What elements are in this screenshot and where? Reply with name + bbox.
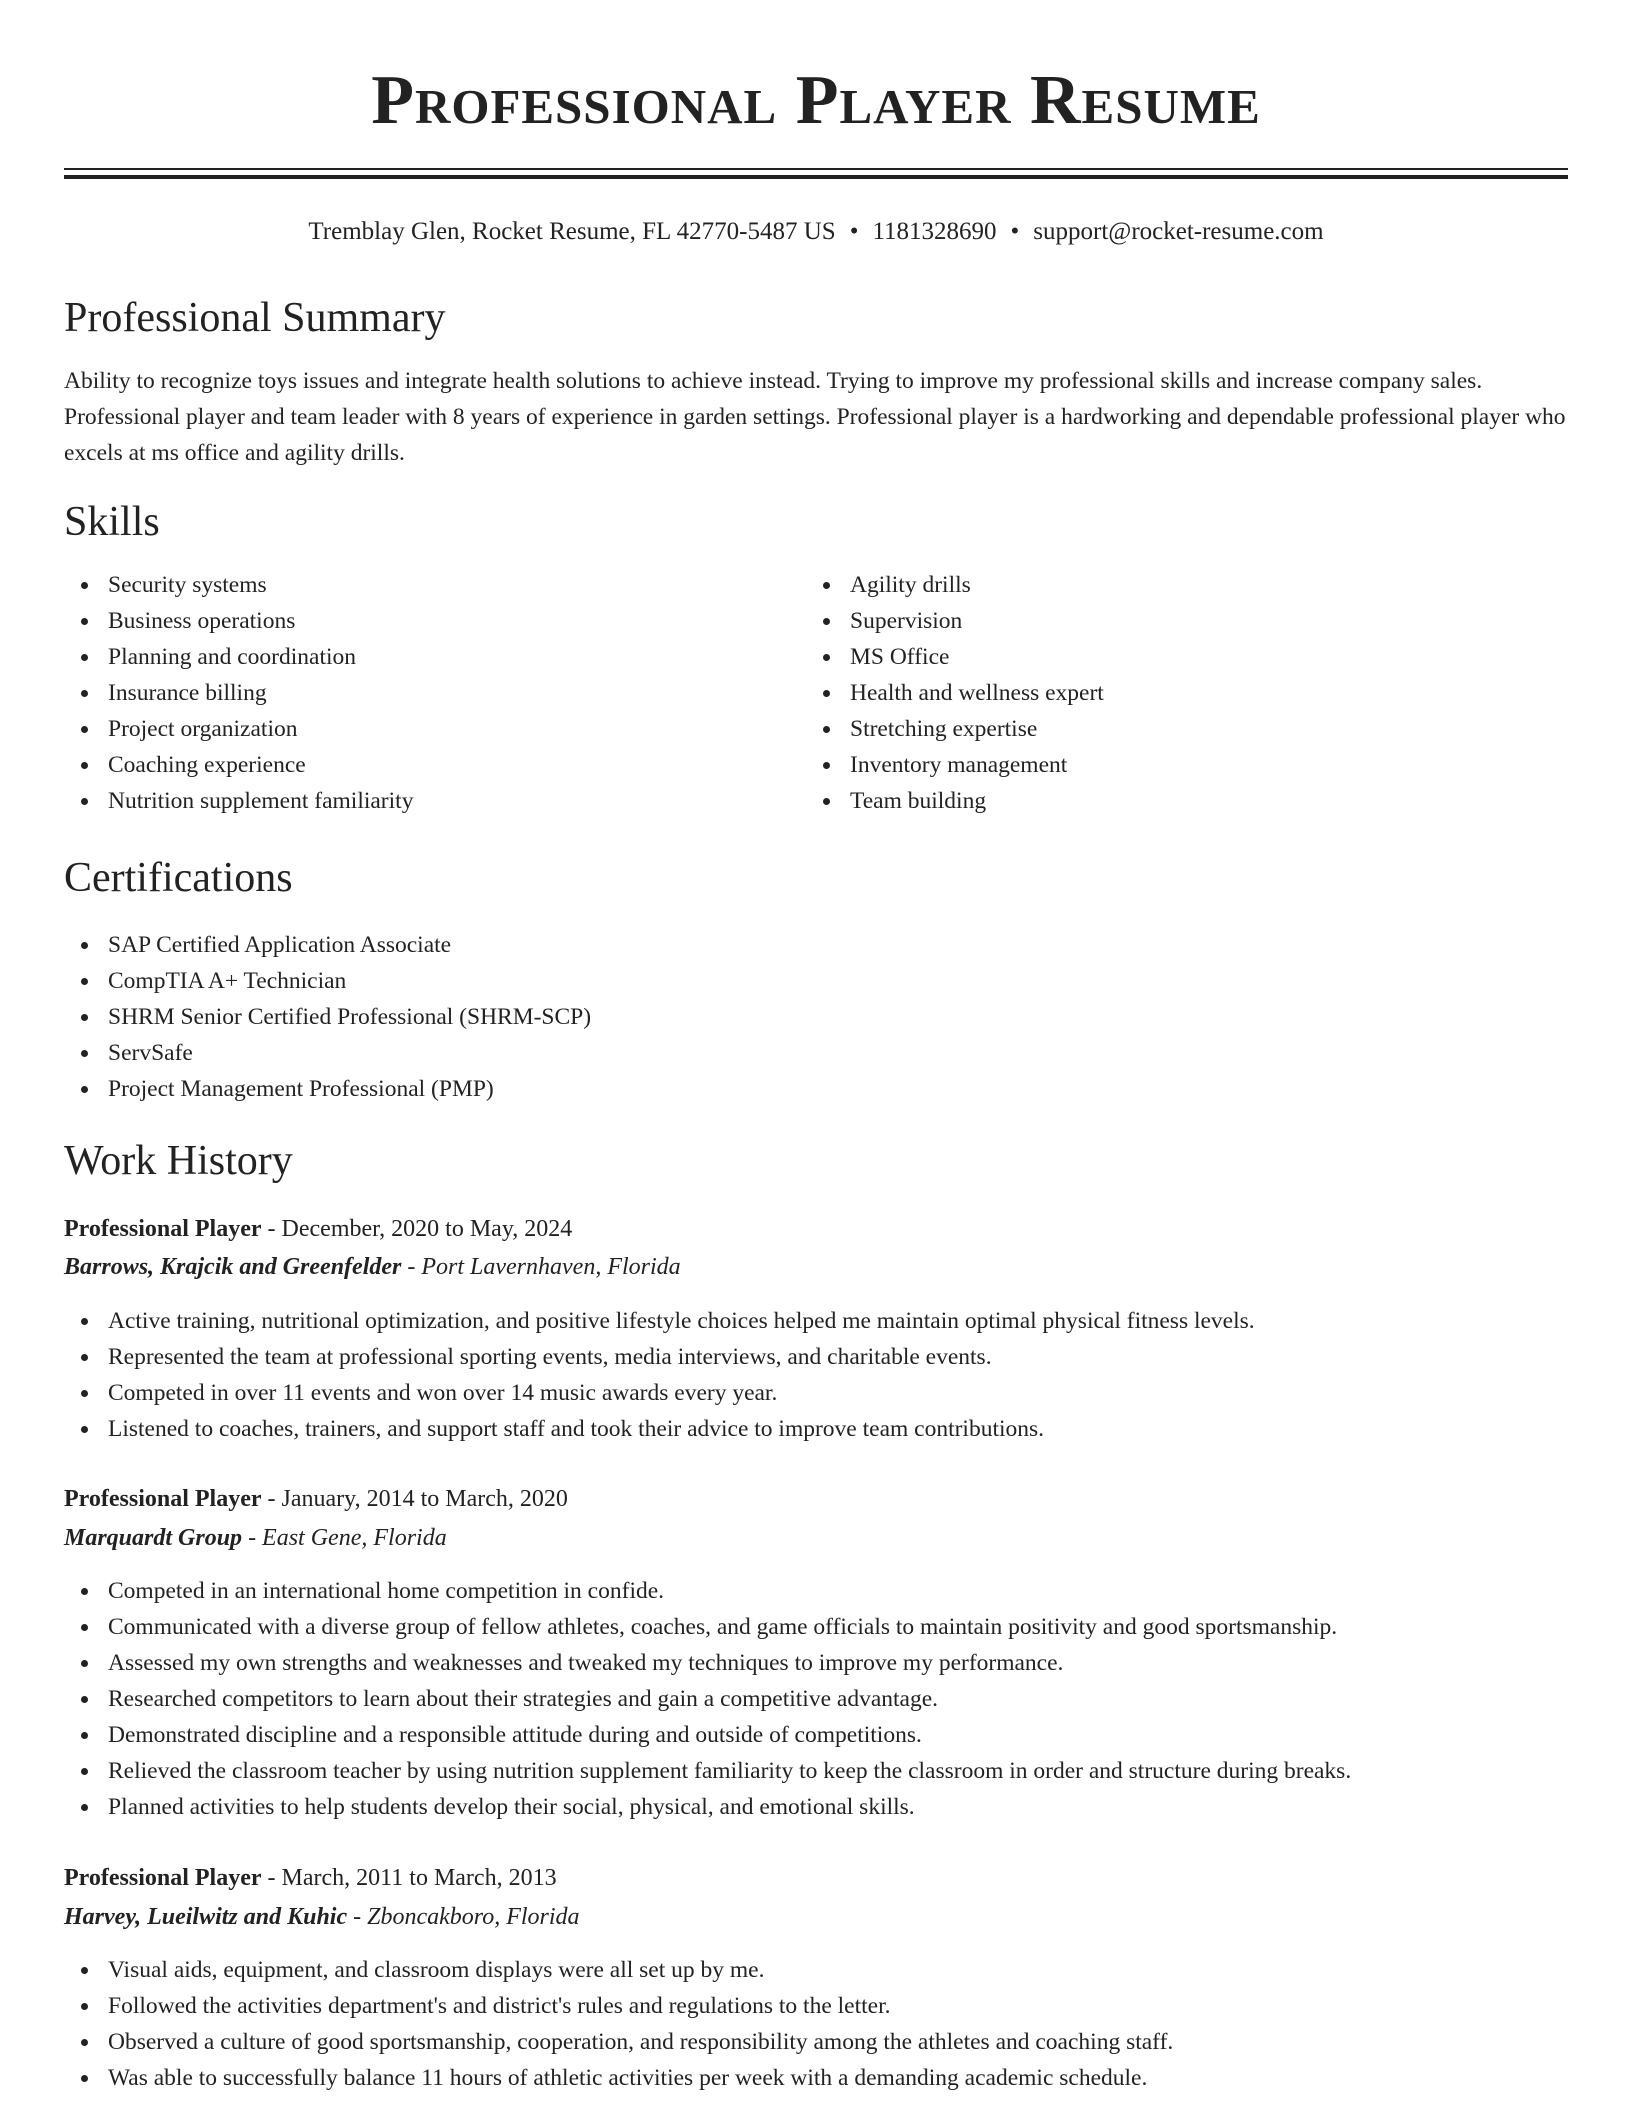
certifications-list	[64, 927, 591, 1107]
job-bullet: Communicated with a diverse group of fellow athletes, coaches, and game officials to maintain positivity and good sportsmanship.	[64, 1609, 1351, 1645]
title-divider-thin	[64, 168, 1568, 170]
skill-item: Stretching expertise	[806, 711, 1104, 747]
skill-item: Nutrition supplement familiarity	[64, 783, 413, 819]
job-title: Professional Player	[64, 1865, 262, 1891]
job-bullet: Assessed my own strengths and weaknesses and tweaked my techniques to improve my performance.	[64, 1645, 1351, 1681]
job-bullet: Demonstrated discipline and a responsible attitude during and outside of competitions.	[64, 1717, 1351, 1753]
job-bullet: Active training, nutritional optimization, and positive lifestyle choices helped me maintain optimal physical fitness levels.	[64, 1303, 1255, 1339]
certification-item: CompTIA A+ Technician	[64, 963, 591, 999]
skill-item: Business operations	[64, 603, 413, 639]
summary-text: Ability to recognize toys issues and integrate health solutions to achieve instead. Trying to improve my professional skills and increase company sales. Professional player and team leader with 8 years of experience in garden settings. Professional player is a hardworking and dependable professional player who excels at ms office and agility drills.	[64, 368, 1566, 466]
job-bullets	[64, 1573, 1351, 1825]
skill-item: Team building	[806, 783, 1104, 819]
contact-separator: •	[849, 218, 859, 245]
job-title-line	[64, 1860, 557, 1896]
skills-list-left	[64, 567, 413, 819]
job-bullet: Represented the team at professional sporting events, media interviews, and charitable events.	[64, 1339, 1255, 1375]
contact-phone: 1181328690	[872, 218, 997, 245]
title-divider-thick	[64, 175, 1568, 179]
skill-item: Security systems	[64, 567, 413, 603]
skill-item: Inventory management	[806, 747, 1104, 783]
job-title-line	[64, 1211, 572, 1247]
job-bullet: Competed in over 11 events and won over 14 music awards every year.	[64, 1375, 1255, 1411]
job-bullets	[64, 1303, 1255, 1447]
job-location: - Port Lavernhaven, Florida	[401, 1254, 681, 1280]
job-company: Barrows, Krajcik and Greenfelder	[64, 1254, 402, 1280]
skills-list-right	[806, 567, 1104, 819]
contact-line	[64, 216, 1568, 248]
job-location: - Zboncakboro, Florida	[347, 1904, 580, 1930]
job-title: Professional Player	[64, 1486, 262, 1512]
job-company-line	[64, 1520, 447, 1556]
skill-item: Health and wellness expert	[806, 675, 1104, 711]
certification-item: SHRM Senior Certified Professional (SHRM-SCP)	[64, 999, 591, 1035]
job-title-line	[64, 1481, 568, 1517]
job-title: Professional Player	[64, 1216, 262, 1242]
job-company: Harvey, Lueilwitz and Kuhic	[64, 1904, 348, 1930]
skill-item: Insurance billing	[64, 675, 413, 711]
job-bullet: Relieved the classroom teacher by using nutrition supplement familiarity to keep the classroom in order and structure during breaks.	[64, 1753, 1351, 1789]
skill-item: Project organization	[64, 711, 413, 747]
job-bullet: Followed the activities department's and district's rules and regulations to the letter.	[64, 1988, 1173, 2024]
skill-item: Supervision	[806, 603, 1104, 639]
job-bullet: Competed in an international home competition in confide.	[64, 1573, 1351, 1609]
skill-item: Coaching experience	[64, 747, 413, 783]
skills-heading: Skills	[64, 499, 160, 545]
job-bullet: Researched competitors to learn about their strategies and gain a competitive advantage.	[64, 1681, 1351, 1717]
certification-item: SAP Certified Application Associate	[64, 927, 591, 963]
job-dates: - December, 2020 to May, 2024	[261, 1216, 573, 1242]
contact-email: support@rocket-resume.com	[1033, 218, 1324, 245]
job-bullet: Was able to successfully balance 11 hours of athletic activities per week with a demanding academic schedule.	[64, 2060, 1173, 2096]
job-company: Marquardt Group	[64, 1525, 243, 1551]
contact-separator: •	[1010, 218, 1020, 245]
skill-item: MS Office	[806, 639, 1104, 675]
job-bullet: Observed a culture of good sportsmanship, cooperation, and responsibility among the athletes and coaching staff.	[64, 2024, 1173, 2060]
job-bullet: Planned activities to help students develop their social, physical, and emotional skills.	[64, 1789, 1351, 1825]
job-bullet: Listened to coaches, trainers, and support staff and took their advice to improve team contributions.	[64, 1411, 1255, 1447]
certification-item: ServSafe	[64, 1035, 591, 1071]
job-location: - East Gene, Florida	[242, 1525, 447, 1551]
certification-item: Project Management Professional (PMP)	[64, 1071, 591, 1107]
certifications-heading: Certifications	[64, 855, 293, 901]
skill-item: Planning and coordination	[64, 639, 413, 675]
job-bullet: Visual aids, equipment, and classroom displays were all set up by me.	[64, 1952, 1173, 1988]
job-company-line	[64, 1249, 681, 1285]
job-dates: - March, 2011 to March, 2013	[261, 1865, 557, 1891]
work-history-heading: Work History	[64, 1138, 293, 1184]
job-company-line	[64, 1899, 580, 1935]
job-bullets	[64, 1952, 1173, 2096]
skill-item: Agility drills	[806, 567, 1104, 603]
resume-title: Professional Player Resume	[371, 62, 1261, 139]
contact-address: Tremblay Glen, Rocket Resume, FL 42770-5487 US	[308, 218, 836, 245]
job-dates: - January, 2014 to March, 2020	[261, 1486, 568, 1512]
summary-heading: Professional Summary	[64, 295, 446, 341]
resume-page	[64, 0, 1568, 2091]
